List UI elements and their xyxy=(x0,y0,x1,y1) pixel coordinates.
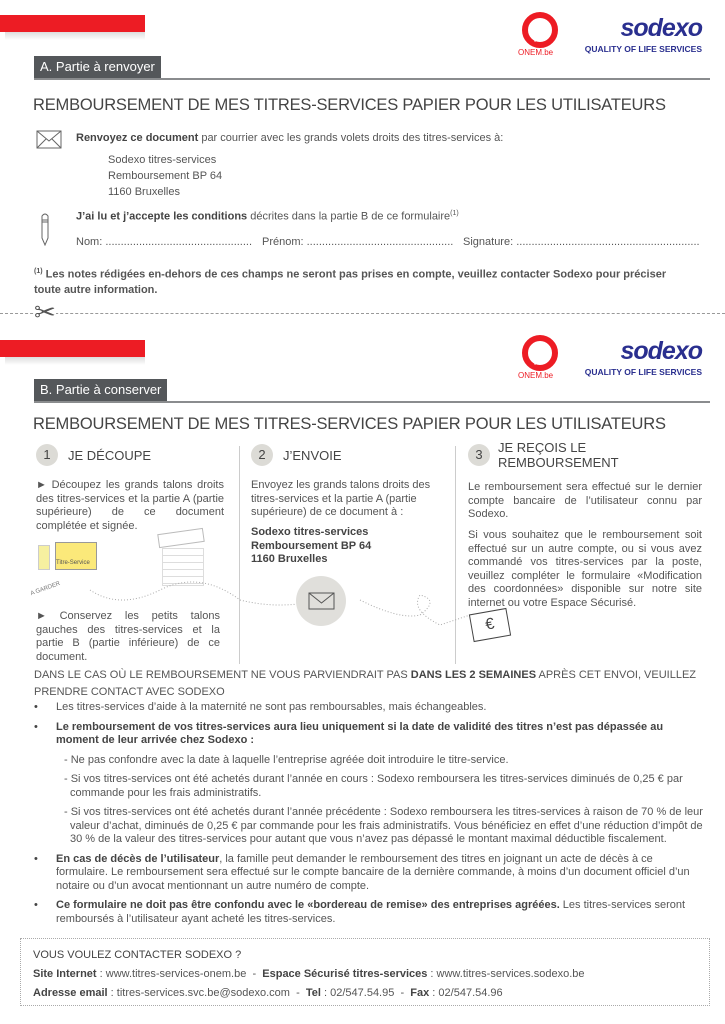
nom-field[interactable]: Nom: ................................................ xyxy=(76,236,253,248)
sub-item: - Ne pas confondre avec la date à laquelle l’entreprise agréée doit introduire le titre-service. xyxy=(64,753,509,766)
tel-value: : 02/547.54.95 xyxy=(320,987,395,999)
address-line: Sodexo titres-services xyxy=(251,526,369,538)
footnote-mark: (1) xyxy=(34,268,43,275)
onem-logo xyxy=(518,12,566,56)
address-line: 1160 Bruxelles xyxy=(251,553,328,565)
svg-text:ONEM.be: ONEM.be xyxy=(518,371,554,379)
divider xyxy=(34,401,710,403)
svg-text:ONEM.be: ONEM.be xyxy=(518,48,554,56)
contact-box xyxy=(20,938,710,1006)
step-3-more-text: Si vous souhaitez que le remboursement soit effectué sur un autre compte, ou si vous avez commandé vos titres-services par la poste, veuillez compléter le formulaire «Modification des coordonnées» disponible sur notre site internet ou votre Espace Sécurisé. xyxy=(468,529,702,609)
cut-line xyxy=(0,313,725,314)
onem-logo xyxy=(518,335,566,379)
fax-value: : 02/547.54.96 xyxy=(429,987,503,999)
part-a-title: REMBOURSEMENT DE MES TITRES-SERVICES PAPIER POUR LES UTILISATEURS xyxy=(33,96,666,114)
list-item-bold: Ce formulaire ne doit pas être confondu avec le «bordereau de remise» des entreprises agréées. xyxy=(56,899,560,911)
sodexo-tagline: QUALITY OF LIFE SERVICES xyxy=(584,44,702,54)
step-1-keep-text: ► Conservez les petits talons gauches des titres-services et la partie B (partie inférieure) de ce document. xyxy=(36,610,220,663)
footnote-ref: (1) xyxy=(450,210,459,217)
step-number: 3 xyxy=(468,444,490,466)
site-label: Site Internet xyxy=(33,968,97,980)
send-bold: Renvoyez ce document xyxy=(76,132,199,144)
address-line: Sodexo titres-services xyxy=(108,154,217,166)
step-2-address xyxy=(251,526,371,567)
list-item xyxy=(34,853,704,894)
list-item-text: Les titres-services seront remboursés à l’utilisateur ayant acheté les titres-services. xyxy=(56,899,686,925)
prenom-field[interactable]: Prénom: ................................................ xyxy=(262,236,454,248)
contact-line-2 xyxy=(33,984,697,1003)
address-line: Remboursement BP 64 xyxy=(108,170,223,182)
ticket-label: Titre-Service xyxy=(56,560,90,566)
email-label: Adresse email xyxy=(33,987,108,999)
list-item xyxy=(34,899,704,926)
send-rest: par courrier avec les grands volets droits des titres-services à: xyxy=(198,132,504,144)
separator: - xyxy=(252,968,257,980)
site-link[interactable]: : www.titres-services-onem.be xyxy=(96,968,247,980)
envelope-icon xyxy=(36,130,62,149)
step-2-text: Envoyez les grands talons droits des titres-services et la partie A (partie supérieure) de ce document à : xyxy=(251,479,431,518)
list-item: • Les titres-services d’aide à la maternité ne sont pas remboursables, mais échangeables. xyxy=(34,701,704,715)
warning xyxy=(34,667,704,701)
step-number: 1 xyxy=(36,444,58,466)
sodexo-logo: sodexo xyxy=(620,14,702,42)
list-item-text: , la famille peut demander le remboursement des titres en joignant un acte de décès à ce formulaire. Le remboursement sera effectué sur le compte bancaire de la dernière commande, à moins d’un document officiel d’un notaire ou d’un avocat mentionnant un autre numéro de compte. xyxy=(56,852,690,892)
scissors-icon: ✂ xyxy=(34,297,56,327)
conditions-list xyxy=(34,701,704,932)
envelope-icon xyxy=(308,592,335,610)
step-title: JE REÇOIS LE REMBOURSEMENT xyxy=(498,440,619,470)
sub-item: - Si vos titres-services ont été achetés durant l’année en cours : Sodexo remboursera les titres-services diminués de 0,25 € par commande pour les frais administratifs. xyxy=(64,773,683,799)
step-title: J’ENVOIE xyxy=(283,448,342,463)
step-3-text: Le remboursement sera effectué sur le dernier compte bancaire de l’utilisateur connu par Sodexo. xyxy=(468,481,702,520)
warning-text: APRÈS CET ENVOI, VEUILLEZ PRENDRE CONTACT AVEC SODEXO xyxy=(34,669,697,698)
banner-shadow xyxy=(5,357,145,365)
red-banner xyxy=(0,15,145,32)
warning-text: DANS LE CAS OÙ LE REMBOURSEMENT NE VOUS PARVIENDRAIT PAS xyxy=(34,669,411,681)
step-title: JE DÉCOUPE xyxy=(68,448,152,463)
part-a-header: A. Partie à renvoyer xyxy=(34,56,161,79)
part-b-title: REMBOURSEMENT DE MES TITRES-SERVICES PAPIER POUR LES UTILISATEURS xyxy=(33,415,666,433)
address-line: Remboursement BP 64 xyxy=(251,539,372,552)
email-link[interactable]: : titres-services.svc.be@sodexo.com xyxy=(107,987,290,999)
fax-label: Fax xyxy=(410,987,430,999)
espace-link[interactable]: : www.titres-services.sodexo.be xyxy=(427,968,585,980)
address xyxy=(108,152,222,200)
footnote-text: Les notes rédigées en-dehors de ces champs ne seront pas prises en compte, veuillez contacter Sodexo pour préciser toute autre information. xyxy=(34,268,667,296)
keep-label: A GARDER xyxy=(29,580,62,598)
contact-line-1 xyxy=(33,965,697,984)
contact-title: VOUS VOULEZ CONTACTER SODEXO ? xyxy=(33,949,242,961)
tel-label: Tel xyxy=(305,987,321,999)
sub-item: - Si vos titres-services ont été achetés durant l’année précédente : Sodexo remboursera les titres-services à raison de 70 % de leur valeur d’achat, diminués de 0,25 € par commande pour les frais administratifs. Vous bénéficiez en effet d’une réduction d’impôt de 30 % de la valeur des titres-services pour autant que vous n’avez pas dépassé le montant maximal déductible fiscalement. xyxy=(64,806,703,845)
separator: - xyxy=(400,987,405,999)
divider xyxy=(34,78,710,80)
accept-rest: décrites dans la partie B de ce formulaire xyxy=(247,210,451,223)
send-instruction xyxy=(76,132,503,144)
step-1-text: ► Découpez les grands talons droits des titres-services et la partie A (partie supérieure) de ce document complétée et signée. xyxy=(36,479,224,532)
red-banner xyxy=(0,340,145,357)
accept-conditions xyxy=(76,210,459,223)
pencil-icon xyxy=(40,212,50,246)
step-number: 2 xyxy=(251,444,273,466)
banner-shadow xyxy=(5,32,145,40)
list-item-bold: Le remboursement de vos titres-services aura lieu uniquement si la date de validité des titres n’est pas dépassée au moment de leur arrivée chez Sodexo : xyxy=(56,720,664,746)
list-item-bold: En cas de décès de l’utilisateur xyxy=(56,852,220,865)
accept-bold: J’ai lu et j’accepte les conditions xyxy=(76,210,248,223)
sodexo-logo: sodexo xyxy=(620,337,702,365)
sodexo-tagline: QUALITY OF LIFE SERVICES xyxy=(584,367,702,377)
euro-icon: € xyxy=(469,608,511,642)
separator: - xyxy=(296,987,300,999)
address-line: 1160 Bruxelles xyxy=(108,186,180,198)
signature-field[interactable]: Signature: ............................................................ xyxy=(463,236,700,248)
footnote xyxy=(34,264,694,298)
part-b-header: B. Partie à conserver xyxy=(34,379,167,402)
warning-bold: DANS LES 2 SEMAINES xyxy=(410,669,537,681)
list-item xyxy=(34,721,704,847)
espace-label: Espace Sécurisé titres-services xyxy=(262,968,428,980)
